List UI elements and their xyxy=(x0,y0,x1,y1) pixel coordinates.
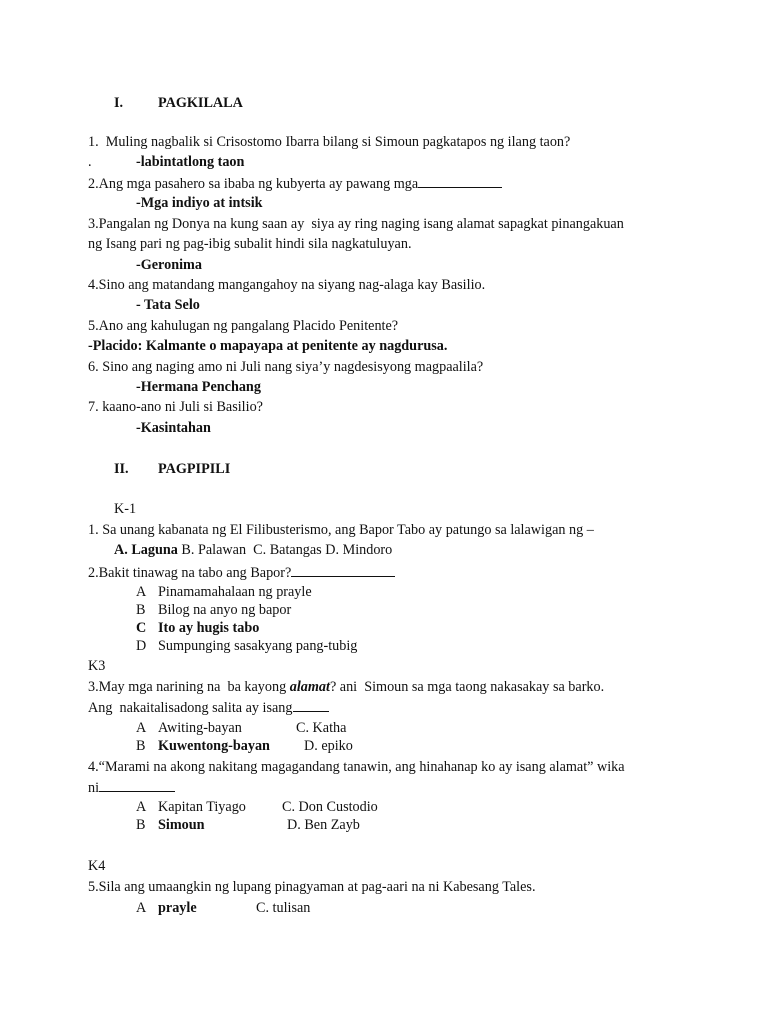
mc-question-1: 1. Sa unang kabanata ng El Filibusterismo, ang Bapor Tabo ay patungo sa lalawigan ng – xyxy=(88,522,594,538)
correct-choice: A. Laguna xyxy=(114,542,178,558)
question-3-line-1: 3.Pangalan ng Donya na kung saan ay siya ay ring naging isang alamat sapagkat pinangakuan xyxy=(88,216,624,232)
level-label: K-1 xyxy=(114,501,137,517)
option-text-correct: Kuwentong-bayan xyxy=(158,738,270,754)
option-text-correct: prayle xyxy=(158,900,197,916)
option-letter: D xyxy=(136,638,147,654)
question-2: 2.Ang mga pasahero sa ibaba ng kubyerta ay pawang mga xyxy=(88,174,502,193)
section-title: PAGKILALA xyxy=(158,95,243,111)
option-text: Bilog na anyo ng bapor xyxy=(158,602,292,618)
question-1-dot: . xyxy=(88,154,92,170)
answer-3: -Geronima xyxy=(136,257,202,273)
option-text: D. epiko xyxy=(304,738,353,754)
mc-question-3-line-2: Ang nakaitalisadong salita ay isang xyxy=(88,698,329,717)
mc-question-3: 3.May mga narining na ba kayong alamat? ani Simoun sa mga taong nakasakay sa barko. xyxy=(88,679,605,695)
option-letter: B xyxy=(136,738,146,754)
answer-6: -Hermana Penchang xyxy=(136,379,261,395)
option-text-correct: Ito ay hugis tabo xyxy=(158,620,260,636)
section-title: PAGPIPILI xyxy=(158,461,231,477)
option-letter-correct: C xyxy=(136,620,147,636)
mc-question-4-line-2: ni xyxy=(88,778,175,797)
question-4: 4.Sino ang matandang mangangahoy na siyang nag-alaga kay Basilio. xyxy=(88,277,486,293)
level-label: K4 xyxy=(88,858,106,874)
mc-question-4: 4.“Marami na akong nakitang magagandang tanawin, ang hinahanap ko ay isang alamat” wika xyxy=(88,759,625,775)
option-text: Awiting-bayan xyxy=(158,720,242,736)
question-1: 1. Muling nagbalik si Crisostomo Ibarra bilang si Simoun pagkatapos ng ilang taon? xyxy=(88,134,571,150)
level-label: K3 xyxy=(88,658,106,674)
mc-question-5: 5.Sila ang umaangkin ng lupang pinagyaman at pag-aari na ni Kabesang Tales. xyxy=(88,879,536,895)
answer-blank xyxy=(418,174,502,188)
option-letter: A xyxy=(136,584,147,600)
question-3-line-2: ng Isang pari ng pag-ibig subalit hindi sila nagkatuluyan. xyxy=(88,236,412,252)
option-letter: A xyxy=(136,720,147,736)
option-letter: A xyxy=(136,799,147,815)
option-letter: B xyxy=(136,817,146,833)
answer-blank xyxy=(291,563,395,577)
answer-1: -labintatlong taon xyxy=(136,154,245,170)
section-number: II. xyxy=(114,461,129,477)
option-letter: A xyxy=(136,900,147,916)
option-text-correct: Simoun xyxy=(158,817,205,833)
option-text: D. Ben Zayb xyxy=(287,817,360,833)
option-text: C. Don Custodio xyxy=(282,799,378,815)
question-6: 6. Sino ang naging amo ni Juli nang siya’y nagdesisyong magpaalila? xyxy=(88,359,484,375)
option-text: Kapitan Tiyago xyxy=(158,799,246,815)
answer-blank xyxy=(293,698,329,712)
answer-2: -Mga indiyo at intsik xyxy=(136,195,263,211)
option-letter: B xyxy=(136,602,146,618)
answer-7: -Kasintahan xyxy=(136,420,211,436)
question-5: 5.Ano ang kahulugan ng pangalang Placido Penitente? xyxy=(88,318,399,334)
answer-4: - Tata Selo xyxy=(136,297,200,313)
option-text: Pinamamahalaan ng prayle xyxy=(158,584,312,600)
italic-word: alamat xyxy=(289,679,330,695)
option-text: C. Katha xyxy=(296,720,347,736)
section-number: I. xyxy=(114,95,124,111)
mc-answer-line-1: A. Laguna B. Palawan C. Batangas D. Mindoro xyxy=(114,542,393,558)
option-text: C. tulisan xyxy=(256,900,311,916)
answer-blank xyxy=(99,778,175,792)
option-text: Sumpunging sasakyang pang-tubig xyxy=(158,638,358,654)
mc-question-2: 2.Bakit tinawag na tabo ang Bapor? xyxy=(88,563,395,582)
answer-5: -Placido: Kalmante o mapayapa at penitente ay nagdurusa. xyxy=(88,338,448,354)
question-7: 7. kaano-ano ni Juli si Basilio? xyxy=(88,399,263,415)
